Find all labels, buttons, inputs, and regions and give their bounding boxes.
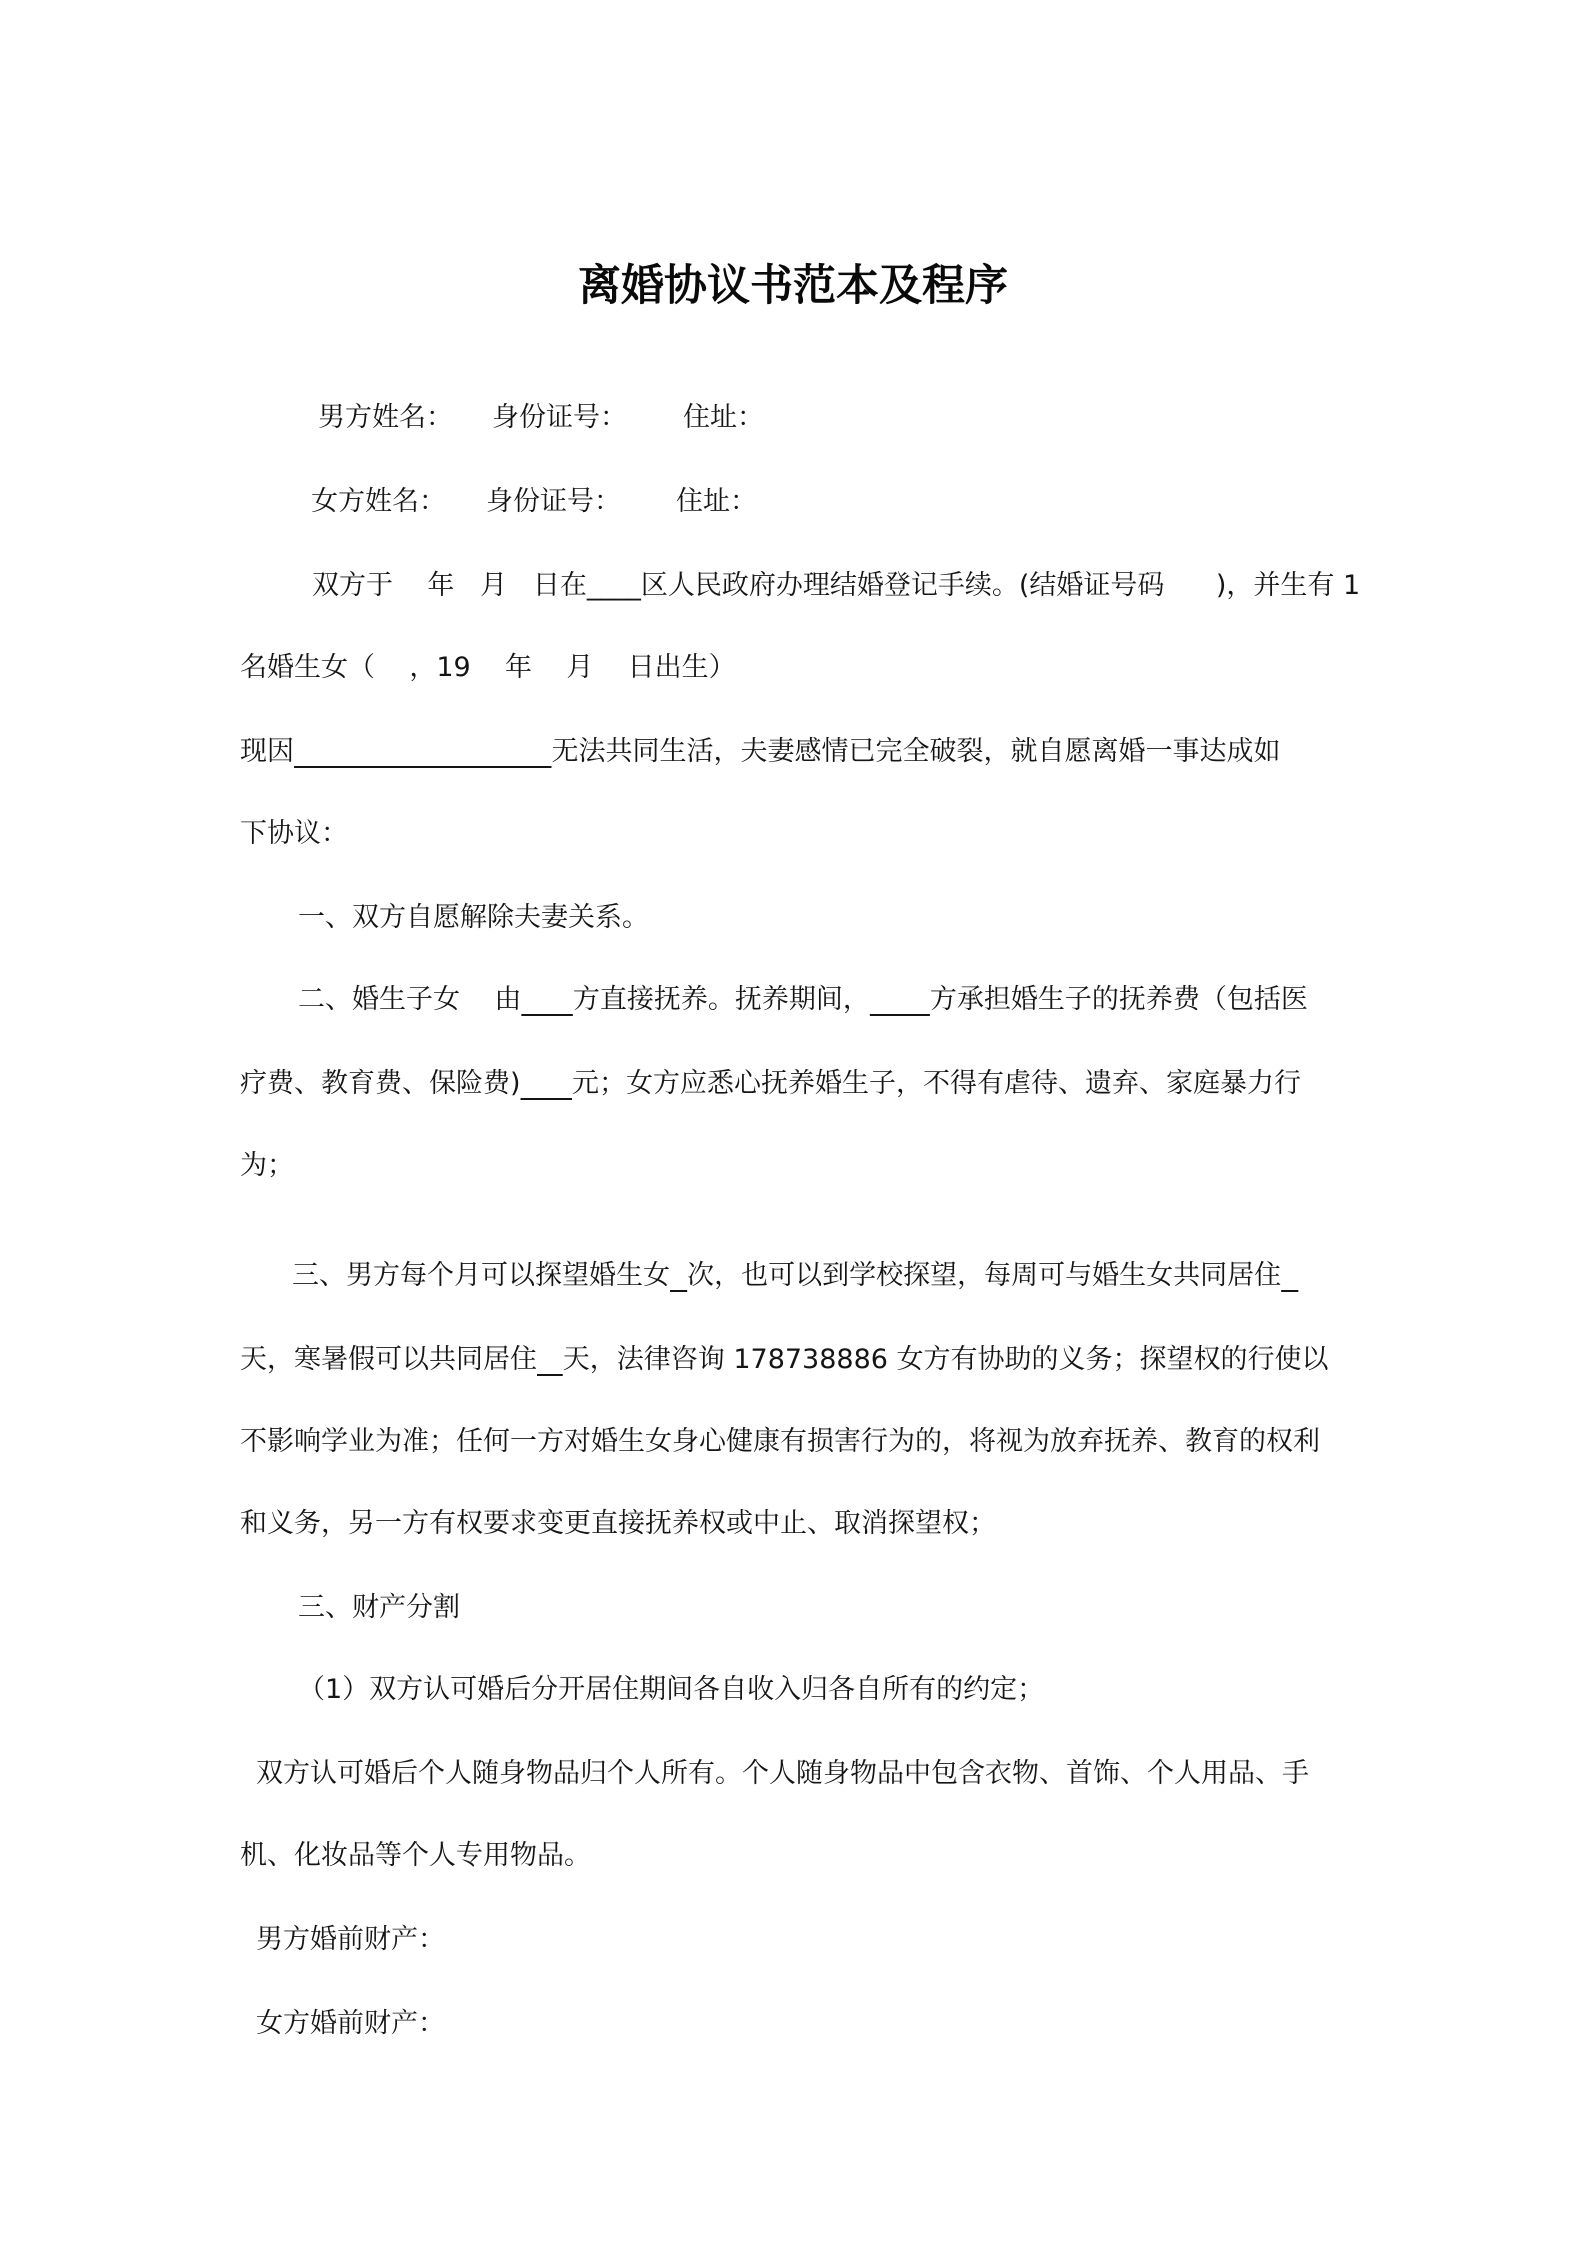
- support-amount-blank: [521, 1068, 573, 1099]
- woman-premarital-property-label: 女方婚前财产：: [256, 2008, 445, 2039]
- clause-2-line1: 二、婚生子女 由 方直接抚养。抚养期间， 方承担婚生子的抚养费（包括医: [298, 984, 1308, 1015]
- woman-name-label: 女方姓名：: [311, 486, 446, 517]
- visit-count-blank: [670, 1260, 687, 1291]
- clause-2-line3: 为；: [240, 1150, 294, 1181]
- clause-1: 一、双方自愿解除夫妻关系。: [298, 902, 649, 933]
- paragraph-marriage-line1: 双方于 年 月 日在____区人民政府办理结婚登记手续。(结婚证号码 )，并生有 1: [312, 570, 1361, 601]
- man-address-label: 住址：: [683, 402, 764, 433]
- clause-3-line3: 不影响学业为准；任何一方对婚生女身心健康有损害行为的，将视为放弃抚养、教育的权利: [240, 1426, 1320, 1457]
- clause-2-line2: 疗费、教育费、保险费) 元；女方应悉心抚养婚生子，不得有虐待、遗弃、家庭暴力行: [240, 1068, 1302, 1099]
- property-item-1: （1）双方认可婚后分开居住期间各自收入归各自所有的约定；: [298, 1674, 1045, 1705]
- holiday-days-blank: [537, 1344, 563, 1375]
- woman-address-label: 住址：: [676, 486, 757, 517]
- district-blank: ____: [586, 570, 641, 601]
- page-title: 离婚协议书范本及程序: [578, 261, 1008, 311]
- property-personal-line1: 双方认可婚后个人随身物品归个人所有。个人随身物品中包含衣物、首饰、个人用品、手: [256, 1758, 1309, 1789]
- reason-blank: [294, 736, 551, 767]
- support-payer-blank: [870, 984, 930, 1015]
- clause-3-line2: 天，寒暑假可以共同居住 天，法律咨询 178738886 女方有协助的义务；探望权的行使以: [240, 1344, 1329, 1375]
- clause-property-heading: 三、财产分割: [298, 1592, 460, 1623]
- weekly-days-blank: [1281, 1260, 1298, 1291]
- clause-3-line1: 三、男方每个月可以探望婚生女 次，也可以到学校探望，每周可与婚生女共同居住: [292, 1256, 1298, 1296]
- man-name-label: 男方姓名：: [318, 402, 453, 433]
- custody-blank: [521, 984, 573, 1015]
- clause-3-line4: 和义务，另一方有权要求变更直接抚养权或中止、取消探望权；: [240, 1508, 996, 1539]
- woman-id-label: 身份证号：: [486, 486, 621, 517]
- paragraph-marriage-line2: 名婚生女（ ，19 年 月 日出生）: [240, 652, 736, 683]
- property-personal-line2: 机、化妆品等个人专用物品。: [240, 1840, 591, 1871]
- man-premarital-property-label: 男方婚前财产：: [256, 1924, 445, 1955]
- paragraph-reason-line2: 下协议：: [240, 818, 348, 849]
- man-id-label: 身份证号：: [492, 402, 627, 433]
- paragraph-reason-line1: 现因 无法共同生活，夫妻感情已完全破裂，就自愿离婚一事达成如: [240, 736, 1281, 767]
